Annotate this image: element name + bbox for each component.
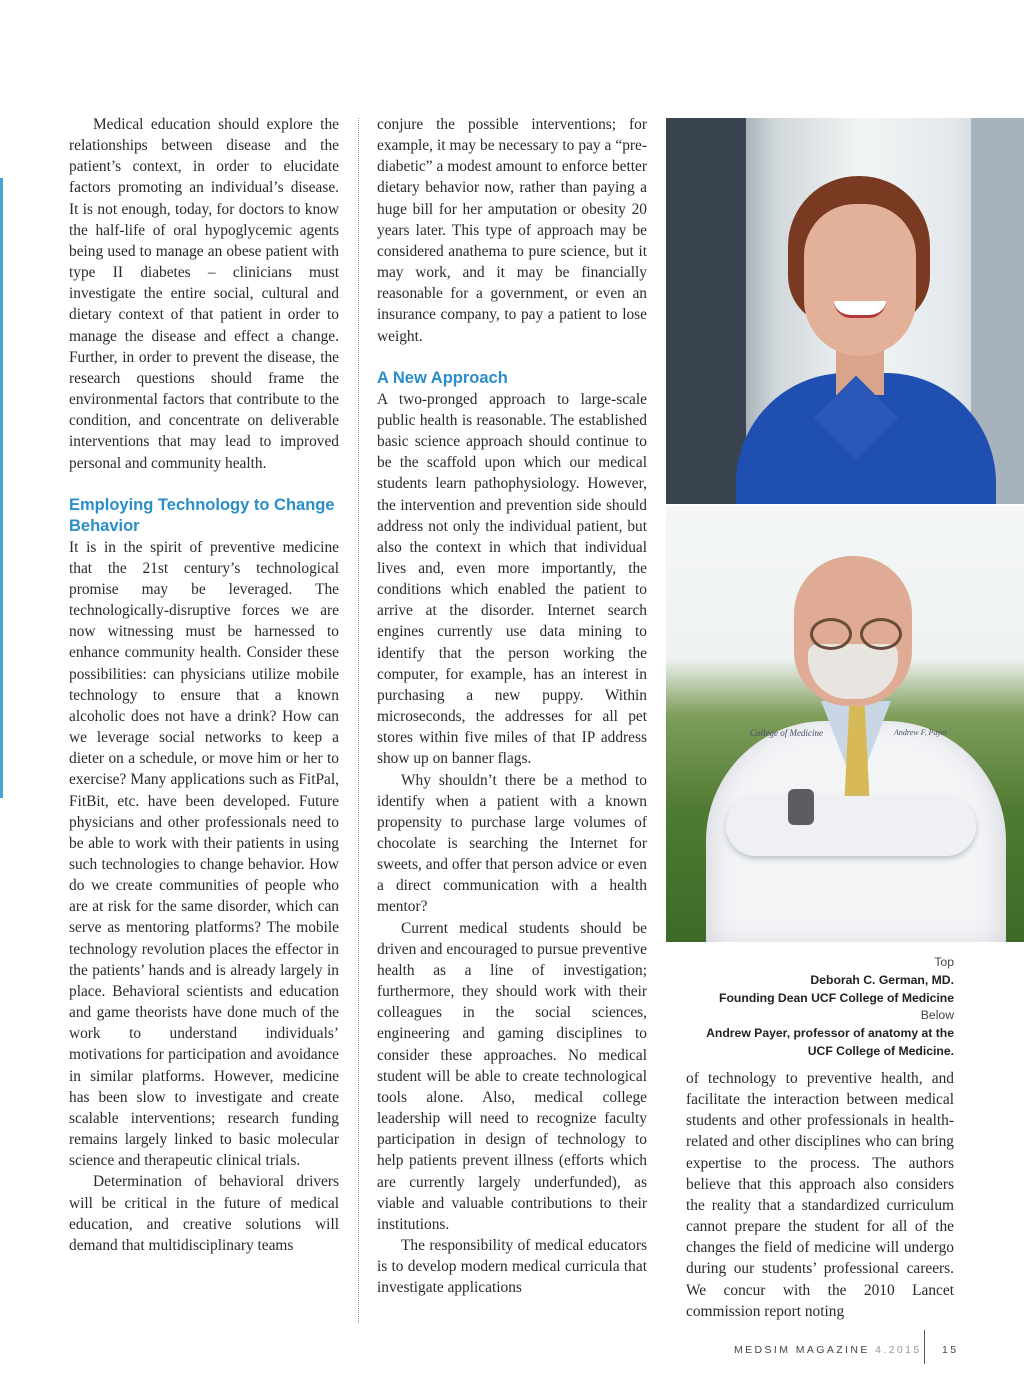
caption-below-line: Andrew Payer, professor of anatomy at the bbox=[706, 1026, 954, 1041]
page-number: 15 bbox=[942, 1344, 959, 1356]
column-divider bbox=[358, 118, 359, 1323]
crossed-arms bbox=[726, 796, 976, 856]
paragraph: It is in the spirit of preventive medicine that the 21st century’s technological promise may be leveraged. The technologically-disruptive forces we are now witnessing must be harnessed to enhance community health. Consider these possibilities: can physicians utilize mobile technology to ensure that a known alcoholic does not have a drink? How can we leverage social networks to keep a dieter on a schedule, or move him or her to exercise? Many applications such as FitPal, FitBit, etc. have been developed. Future physicians and other professionals need to be able to work with their patients in using such technologies to change behavior. How do we create communities of people who are at risk for the same disorder, which can serve as mentoring platforms? The mobile technology revolution places the effector in the patients’ hands and is already largely in place. Behavioral scientists and education and game theorists have done much of the work to understand individuals’ motivations for participation and avoidance in similar platforms. However, medicine has been slow to investigate and create scalable interventions; research funding remains largely linked to basic molecular science and therapeutic clinical trials. bbox=[69, 538, 339, 1170]
paragraph: Medical education should explore the relationships between disease and the patient’s context, in order to elucidate factors promoting an individual’s disease. It is not enough, today, for doctors to know the half-life of oral hypoglycemic agents being used to manage an obese patient with type II diabetes – clinicians must investigate the entire social, cultural and dietary context of that patient in order to manage the disease and effect a change. Further, in order to prevent the disease, the research questions should frame the environmental factors that contribute to the condition, and concentrate on deliverable interventions that may lead to improved personal and community health. bbox=[69, 116, 339, 472]
face bbox=[804, 204, 916, 356]
paragraph: Current medical students should be driven and encouraged to pursue preventive health as a line of investigation; furthermore, they should work with their colleagues in the social sciences, engineering and gaming disciplines to consider these approaches. No medical student will be able to create technological tools alone. Also, medical college leadership will need to recognize faculty participation in design of technology to help patients prevent illness (efforts which are currently largely underfunded), as viable and valuable contributions to their institutions. bbox=[377, 919, 647, 1233]
glasses-lens bbox=[860, 618, 902, 650]
paragraph: Why shouldn’t there be a method to identify when a patient with a known propensity to purchase large volumes of chocolate is searching the Internet for sweets, and offer that person advice or even a direct communication with a health mentor? bbox=[377, 771, 647, 916]
caption-top-title: Founding Dean UCF College of Medicine bbox=[719, 990, 954, 1005]
paragraph: Determination of behavioral drivers will be critical in the future of medical education, and creative solutions will demand that multidisciplinary teams bbox=[69, 1173, 339, 1254]
wristwatch bbox=[788, 789, 814, 825]
caption-top-name: Deborah C. German, MD. bbox=[810, 972, 954, 987]
coat-embroidery-name: Andrew F. Payer bbox=[894, 728, 948, 737]
caption-top-label: Top bbox=[934, 955, 954, 969]
page-edge-accent bbox=[0, 178, 3, 798]
caption-below-label: Below bbox=[920, 1008, 954, 1023]
column-left bbox=[69, 114, 339, 1256]
paragraph: The responsibility of medical educators is to develop modern medical curricula that investigate applications bbox=[377, 1236, 647, 1297]
footer-divider bbox=[924, 1330, 925, 1364]
paragraph: conjure the possible interventions; for example, it may be necessary to pay a “pre-diabetic” a modest amount to enforce better dietary behavior now, rather than paying a huge bill for her amputation or obesity 20 years later. This type of approach may be considered anathema to pure science, but it may work, and it may be financially reasonable for a government, or even an insurance company, to pay a patient to lose weight. bbox=[377, 116, 647, 345]
footer-magazine bbox=[734, 1344, 922, 1358]
caption-below-line: UCF College of Medicine. bbox=[807, 1043, 954, 1058]
magazine-name: MEDSIM MAGAZINE bbox=[734, 1344, 870, 1356]
portrait-photo-payer bbox=[666, 506, 1024, 942]
portrait-photo-german bbox=[666, 118, 1024, 504]
glasses-lens bbox=[810, 618, 852, 650]
window-frame bbox=[666, 118, 746, 504]
paragraph: of technology to preventive health, and facilitate the interaction between medical students and other professionals in health-related and other disciplines who can bring expertise to the process. The authors believe that this approach also considers the reality that a standardized curriculum cannot prepare the student for all of the changes the field of medicine will undergo during our students’ professional careers. We concur with the 2010 Lancet commission report noting bbox=[686, 1070, 954, 1320]
photo-caption bbox=[654, 954, 954, 1061]
paragraph: A two-pronged approach to large-scale public health is reasonable. The established basic science approach should continue to be the scaffold upon which our medical students learn pathophysiology. However, the intervention and prevention side should address not only the individual patient, but also the context in which that individual lives and, even more importantly, the conditions which enabled the patient to arrive at the disorder. Internet search engines currently use data mining to identify that the person working the computer, for example, has an interest in purchasing a new puppy. Within microseconds, the addresses for all pet stores within five miles of that IP address show up on banner flags. bbox=[377, 390, 647, 768]
section-heading-technology: Employing Technology to Change Behavior bbox=[69, 495, 335, 535]
coat-embroidery-college: College of Medicine bbox=[750, 728, 823, 738]
column-middle bbox=[377, 114, 647, 1298]
section-heading-new-approach: A New Approach bbox=[377, 368, 508, 387]
issue-number: 4.2015 bbox=[875, 1344, 922, 1356]
column-right bbox=[686, 1068, 954, 1322]
